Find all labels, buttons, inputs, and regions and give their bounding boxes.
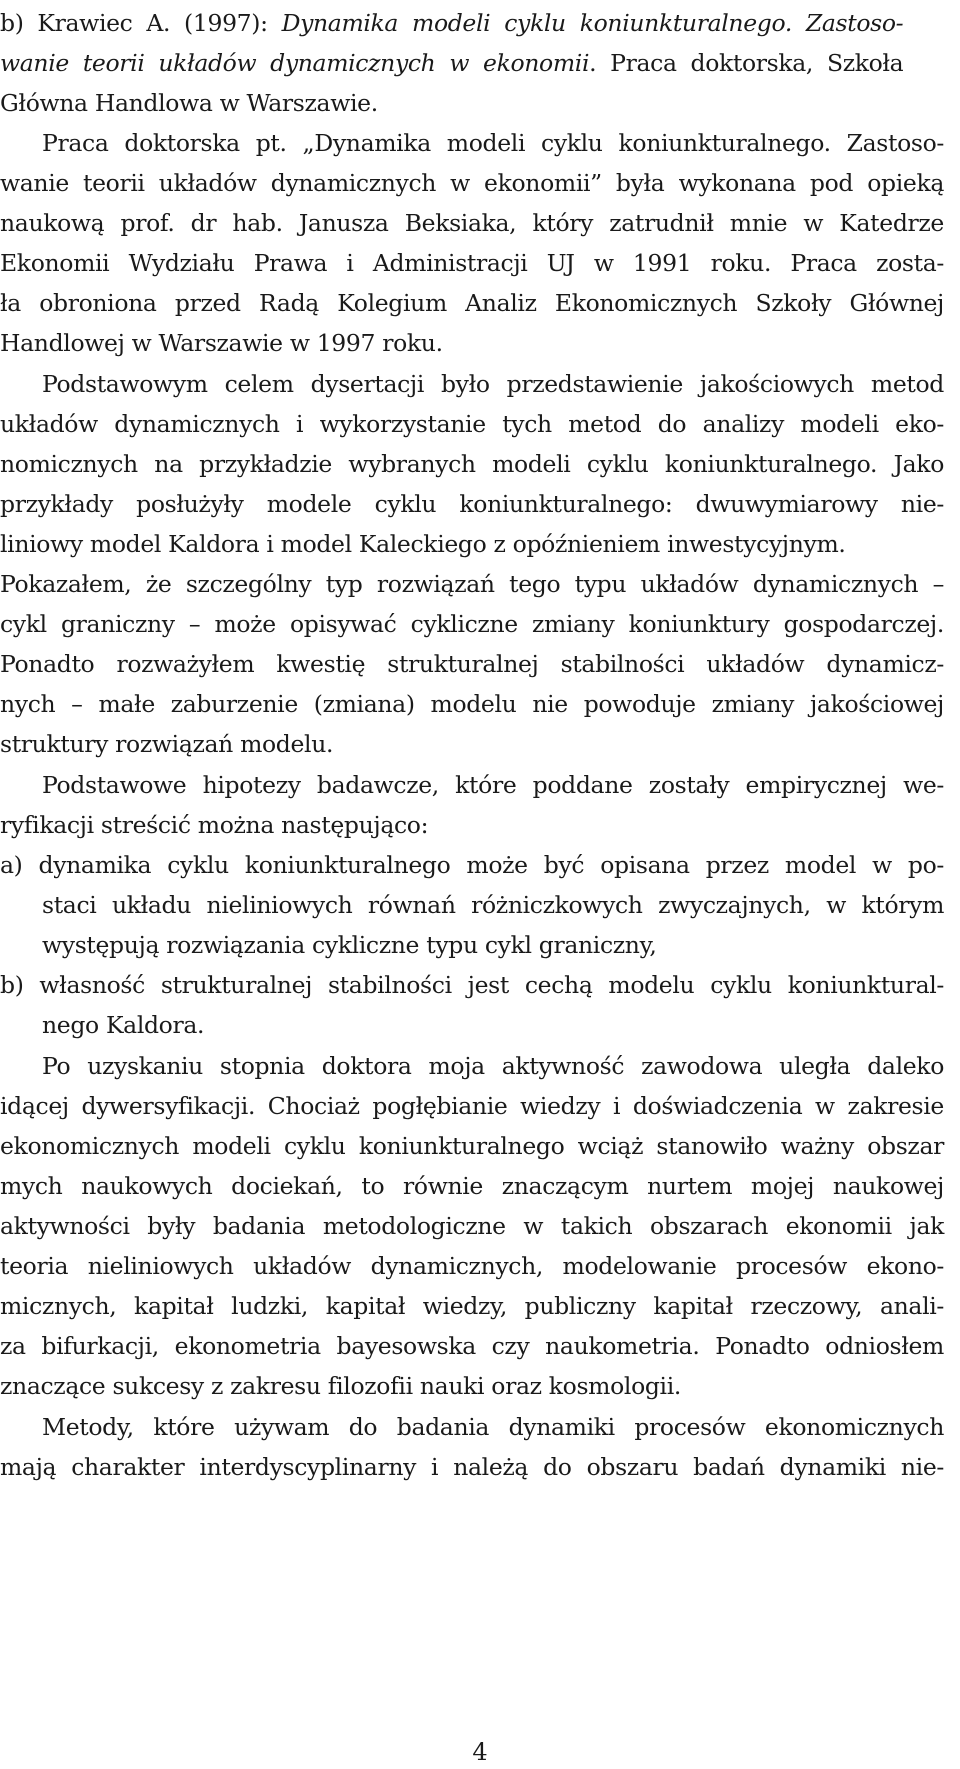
paragraph-line: micznych, kapitał ludzki, kapitał wiedzy, publiczny kapitał rzeczowy, anali- bbox=[0, 1292, 944, 1320]
page-number: 4 bbox=[472, 1738, 488, 1766]
paragraph-line: teoria nieliniowych układów dynamicznych, modelowanie procesów ekono- bbox=[0, 1252, 944, 1280]
paragraph-line: Praca doktorska pt. „Dynamika modeli cyklu koniunkturalnego. Zastoso- bbox=[42, 129, 944, 157]
paragraph-line: Po uzyskaniu stopnia doktora moja aktywność zawodowa uległa daleko bbox=[42, 1052, 944, 1080]
paragraph-line: Ponadto rozważyłem kwestię strukturalnej stabilności układów dynamicz- bbox=[0, 650, 944, 678]
paragraph-line: Pokazałem, że szczególny typ rozwiązań tego typu układów dynamicznych – bbox=[0, 570, 944, 598]
hypothesis-item-cont: występują rozwiązania cykliczne typu cykl graniczny, bbox=[42, 931, 657, 959]
reference-publisher: . Praca doktorska, Szkoła bbox=[589, 49, 904, 77]
paragraph-line: cykl graniczny – może opisywać cykliczne zmiany koniunktury gospodarczej. bbox=[0, 610, 944, 638]
paragraph-line: Podstawowym celem dysertacji było przedstawienie jakościowych metod bbox=[42, 370, 944, 398]
paragraph-line: idącej dywersyfikacji. Chociaż pogłębianie wiedzy i doświadczenia w zakresie bbox=[0, 1092, 944, 1120]
reference-line bbox=[0, 7, 960, 39]
paragraph-line: aktywności były badania metodologiczne w takich obszarach ekonomii jak bbox=[0, 1212, 944, 1240]
reference-author: b) Krawiec A. (1997): bbox=[0, 9, 282, 37]
reference-line: Główna Handlowa w Warszawie. bbox=[0, 89, 378, 117]
reference-title: Dynamika modeli cyklu koniunkturalnego. Zastoso- bbox=[281, 9, 904, 37]
paragraph-line: układów dynamicznych i wykorzystanie tych metod do analizy modeli eko- bbox=[0, 410, 944, 438]
paragraph-line: struktury rozwiązań modelu. bbox=[0, 730, 334, 758]
hypothesis-item: a) dynamika cyklu koniunkturalnego może być opisana przez model w po- bbox=[0, 851, 944, 879]
reference-title: wanie teorii układów dynamicznych w ekonomii bbox=[0, 49, 590, 77]
paragraph-line: ekonomicznych modeli cyklu koniunkturalnego wciąż stanowiło ważny obszar bbox=[0, 1132, 944, 1160]
paragraph-line: Podstawowe hipotezy badawcze, które poddane zostały empirycznej we- bbox=[42, 771, 944, 799]
paragraph-line: przykłady posłużyły modele cyklu koniunkturalnego: dwuwymiarowy nie- bbox=[0, 490, 944, 518]
paragraph-line: mają charakter interdyscyplinarny i należą do obszaru badań dynamiki nie- bbox=[0, 1453, 944, 1481]
hypothesis-item-cont: nego Kaldora. bbox=[42, 1011, 205, 1039]
paragraph-line: znaczące sukcesy z zakresu filozofii nauki oraz kosmologii. bbox=[0, 1372, 682, 1400]
paragraph-line: mych naukowych dociekań, to równie znaczącym nurtem mojej naukowej bbox=[0, 1172, 944, 1200]
paragraph-line: Metody, które używam do badania dynamiki procesów ekonomicznych bbox=[42, 1413, 944, 1441]
hypothesis-item: b) własność strukturalnej stabilności jest cechą modelu cyklu koniunktural- bbox=[0, 971, 944, 999]
paragraph-line: Handlowej w Warszawie w 1997 roku. bbox=[0, 329, 443, 357]
paragraph-line: ła obroniona przed Radą Kolegium Analiz Ekonomicznych Szkoły Głównej bbox=[0, 289, 944, 317]
hypothesis-item-cont: staci układu nieliniowych równań różniczkowych zwyczajnych, w którym bbox=[42, 891, 944, 919]
paragraph-line: liniowy model Kaldora i model Kaleckiego z opóźnieniem inwestycyjnym. bbox=[0, 530, 846, 558]
paragraph-line: ryfikacji streścić można następująco: bbox=[0, 811, 429, 839]
reference-line bbox=[0, 47, 960, 79]
paragraph-line: wanie teorii układów dynamicznych w ekonomii” była wykonana pod opieką bbox=[0, 169, 944, 197]
paragraph-line: naukową prof. dr hab. Janusza Beksiaka, który zatrudnił mnie w Katedrze bbox=[0, 209, 944, 237]
paragraph-line: nomicznych na przykładzie wybranych modeli cyklu koniunkturalnego. Jako bbox=[0, 450, 944, 478]
paragraph-line: Ekonomii Wydziału Prawa i Administracji UJ w 1991 roku. Praca zosta- bbox=[0, 249, 944, 277]
paragraph-line: za bifurkacji, ekonometria bayesowska czy naukometria. Ponadto odniosłem bbox=[0, 1332, 944, 1360]
paragraph-line: nych – małe zaburzenie (zmiana) modelu nie powoduje zmiany jakościowej bbox=[0, 690, 944, 718]
